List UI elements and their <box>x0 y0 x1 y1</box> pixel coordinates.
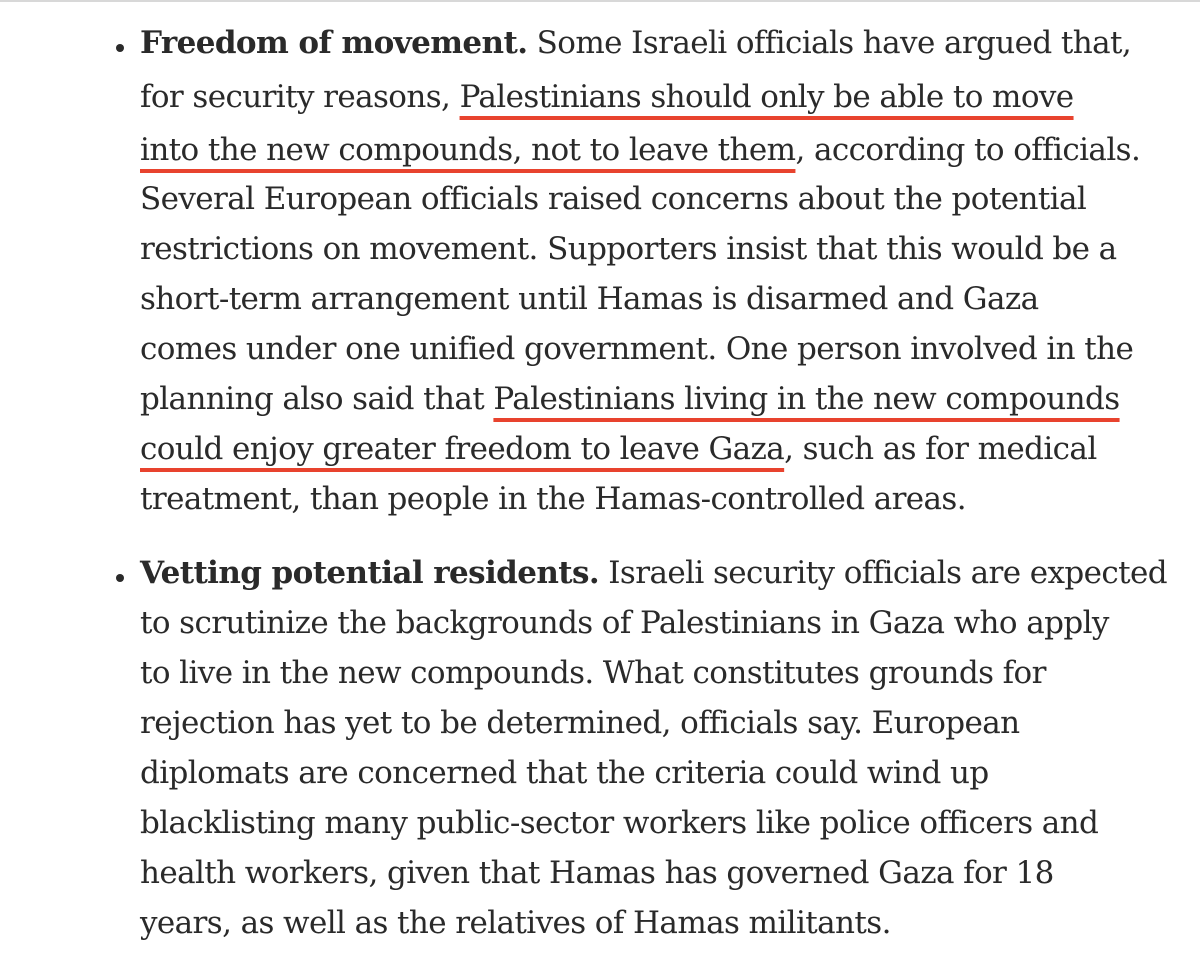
paragraph-line <box>140 181 1087 217</box>
bullet-heading: Vetting potential residents. <box>140 555 600 591</box>
text-run: to scrutinize the backgrounds of Palestinians in Gaza who apply <box>140 605 1109 641</box>
highlighted-text: Palestinians should only be able to move <box>459 79 1074 115</box>
paragraph-line <box>140 655 1046 691</box>
paragraph-line <box>140 805 1099 841</box>
paragraph-line <box>140 231 1117 267</box>
text-run: short-term arrangement until Hamas is disarmed and Gaza <box>140 281 1039 317</box>
text-run: , such as for medical <box>784 431 1097 467</box>
paragraph-line <box>140 79 1074 115</box>
top-divider <box>0 0 1200 2</box>
highlighted-text: Palestinians living in the new compounds <box>493 381 1120 417</box>
paragraph-line <box>140 481 966 517</box>
paragraph-line <box>140 431 1097 467</box>
highlighted-text: could enjoy greater freedom to leave Gaza <box>140 431 785 467</box>
paragraph-line <box>140 855 1054 891</box>
paragraph-line <box>140 705 1020 741</box>
paragraph-line <box>140 555 1167 591</box>
text-run: treatment, than people in the Hamas-controlled areas. <box>140 481 966 517</box>
text-run: for security reasons, <box>140 79 460 115</box>
text-run: restrictions on movement. Supporters insist that this would be a <box>140 231 1117 267</box>
text-run: comes under one unified government. One person involved in the <box>140 331 1134 367</box>
text-run: to live in the new compounds. What constitutes grounds for <box>140 655 1046 691</box>
paragraph-line <box>140 605 1109 641</box>
text-run: diplomats are concerned that the criteria could wind up <box>140 755 989 791</box>
text-run: rejection has yet to be determined, officials say. European <box>140 705 1020 741</box>
text-run: , according to officials. <box>795 132 1141 168</box>
bullet-heading: Freedom of movement. <box>140 25 528 61</box>
paragraph-line <box>140 281 1039 317</box>
paragraph-line <box>140 905 891 941</box>
paragraph-line <box>140 381 1120 417</box>
highlighted-text: into the new compounds, not to leave them <box>140 132 796 168</box>
bullet-dot <box>116 574 124 582</box>
text-run: Israeli security officials are expected <box>599 555 1167 591</box>
paragraph-line <box>140 25 1132 61</box>
text-run: health workers, given that Hamas has governed Gaza for 18 <box>140 855 1054 891</box>
bullet-dot <box>116 44 124 52</box>
text-run: Some Israeli officials have argued that, <box>527 25 1132 61</box>
text-run: planning also said that <box>140 381 494 417</box>
text-run: years, as well as the relatives of Hamas militants. <box>140 905 891 941</box>
paragraph-line <box>140 755 989 791</box>
text-run: Several European officials raised concerns about the potential <box>140 181 1087 217</box>
text-run: blacklisting many public-sector workers like police officers and <box>140 805 1099 841</box>
paragraph-line <box>140 132 1141 168</box>
paragraph-line <box>140 331 1134 367</box>
